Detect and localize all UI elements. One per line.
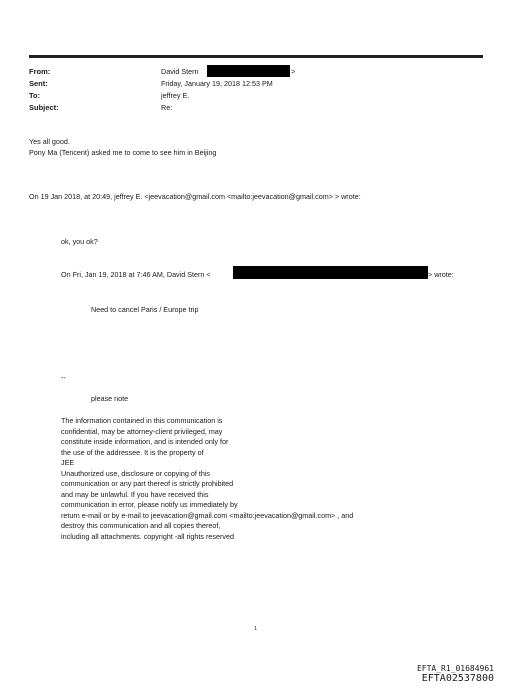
quote-1-header: On 19 Jan 2018, at 20:49, jeffrey E. <jeevacation@gmail.com <mailto:jeevacation@gmail.com> > wrote: [29,192,361,201]
disclaimer-line: confidential, may be attorney-client privileged, may [61,426,223,436]
to-value: jeffrey E. [161,91,190,100]
disclaimer-line: JEE [61,458,75,467]
disclaimer-line: constitute inside information, and is intended only for [61,437,229,446]
disclaimer [61,416,353,542]
reply-line-1: Yes all good. [29,137,70,146]
disclaimer-line: and may be unlawful. If you have received this [61,489,209,499]
please-note: please note [91,394,129,403]
subject-value: Re: [161,103,173,112]
from-value: David Stern [161,67,199,76]
reply-line-2: Pony Ma (Tencent) asked me to come to see him in Beijing [29,148,217,157]
signature-dashes: -- [61,373,66,382]
disclaimer-line: communication or any part thereof is strictly prohibited [61,479,234,488]
quote-2-header-suffix: > wrote: [428,270,454,279]
bates-number-1: EFTA_R1_01684961 [416,664,494,673]
subject-label: Subject: [29,103,59,112]
disclaimer-line: return e-mail or by e-mail to jeevacation@gmail.com <mailto:jeevacation@gmail.com> , and [61,510,354,520]
disclaimer-line: destroy this communication and all copies thereof, [61,521,221,530]
disclaimer-line: including all attachments. copyright -all rights reserved [61,531,234,541]
disclaimer-line: Unauthorized use, disclosure or copying of this [61,468,211,478]
sent-label: Sent: [29,79,48,88]
redaction-box [207,65,290,77]
to-label: To: [29,91,41,100]
disclaimer-line: the use of the addressee. It is the property of [61,447,204,457]
from-label: From: [29,67,51,76]
sent-value: Friday, January 19, 2018 12:53 PM [161,79,273,88]
quote-1-text: ok, you ok? [61,237,98,246]
page-number: 1 [254,626,258,632]
quote-2-text: Need to cancel Paris / Europe trip [91,305,199,314]
from-suffix: > [291,67,296,76]
header-divider [29,55,483,58]
disclaimer-line: communication in error, please notify us immediately by [61,500,238,509]
disclaimer-line: The information contained in this communication is [61,416,223,425]
redaction-box [233,266,428,279]
bates-number-2: EFTA02537800 [421,673,494,684]
quote-2-header-prefix: On Fri, Jan 19, 2018 at 7:46 AM, David Stern < [61,270,211,279]
